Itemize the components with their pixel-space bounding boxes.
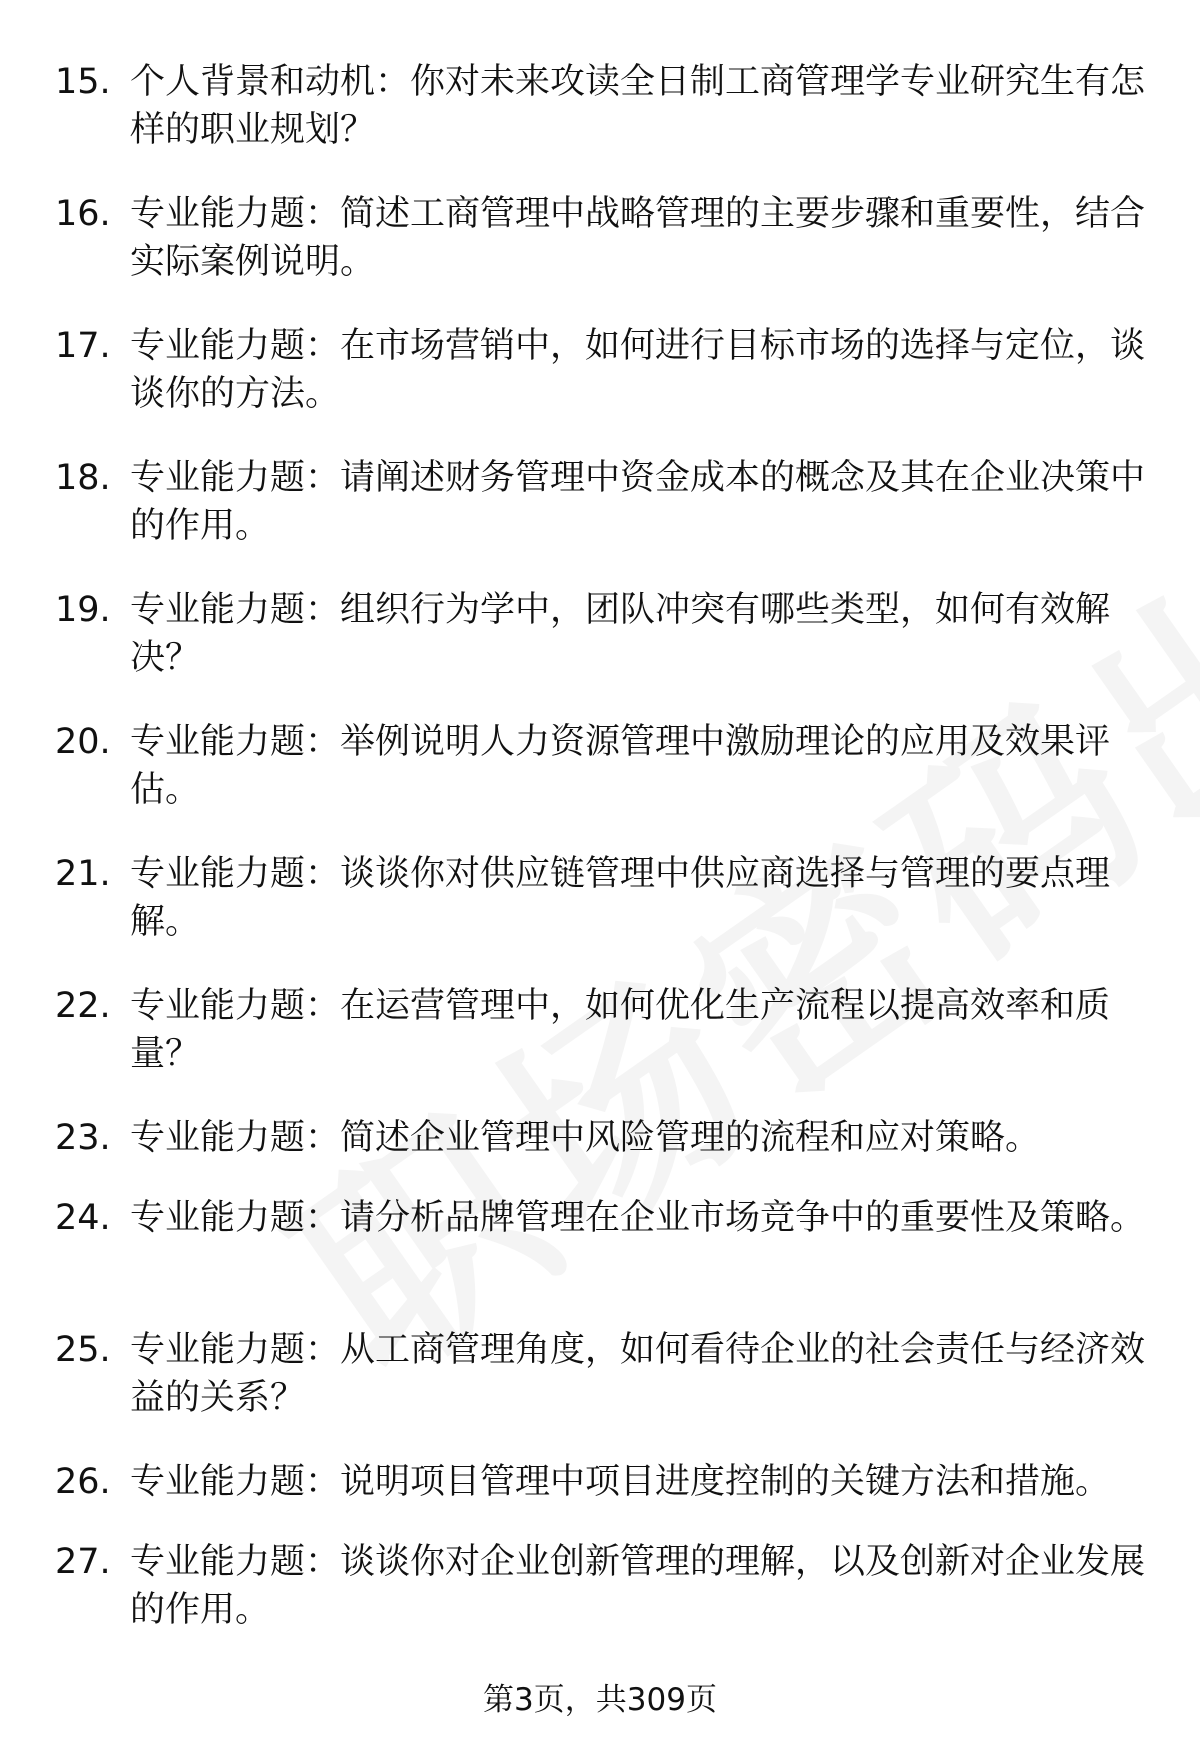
item-text: 个人背景和动机：你对未来攻读全日制工商管理学专业研究生有怎样的职业规划？: [130, 62, 1146, 150]
list-item: [0, 58, 1200, 190]
item-number: 22.: [55, 986, 111, 1026]
item-number: 23.: [55, 1118, 111, 1158]
item-text: 专业能力题：从工商管理角度，如何看待企业的社会责任与经济效益的关系？: [130, 1330, 1146, 1418]
page-footer: 第3页，共309页: [483, 1682, 717, 1718]
item-number: 20.: [55, 722, 111, 762]
item-text: 专业能力题：在运营管理中，如何优化生产流程以提高效率和质量？: [130, 986, 1111, 1074]
item-text: 专业能力题：在市场营销中，如何进行目标市场的选择与定位，谈谈你的方法。: [130, 326, 1146, 414]
item-number: 27.: [55, 1542, 111, 1582]
item-number: 17.: [55, 326, 111, 366]
list-item: [0, 1114, 1200, 1194]
list-item: [0, 190, 1200, 322]
item-number: 18.: [55, 458, 111, 498]
item-number: 26.: [55, 1462, 111, 1502]
question-list: [0, 58, 1200, 1670]
list-item: [0, 1538, 1200, 1670]
item-number: 24.: [55, 1198, 111, 1238]
list-item: [0, 1458, 1200, 1538]
list-item: [0, 586, 1200, 718]
list-item: [0, 454, 1200, 586]
list-item: [0, 850, 1200, 982]
list-item: [0, 718, 1200, 850]
item-number: 21.: [55, 854, 111, 894]
list-item: [0, 1326, 1200, 1458]
list-item: [0, 1194, 1200, 1326]
item-text: 专业能力题：谈谈你对供应链管理中供应商选择与管理的要点理解。: [130, 854, 1111, 942]
item-text: 专业能力题：简述企业管理中风险管理的流程和应对策略。: [130, 1118, 1041, 1158]
item-number: 25.: [55, 1330, 111, 1370]
item-text: 专业能力题：请分析品牌管理在企业市场竞争中的重要性及策略。: [130, 1198, 1146, 1238]
item-text: 专业能力题：谈谈你对企业创新管理的理解，以及创新对企业发展的作用。: [130, 1542, 1146, 1630]
list-item: [0, 982, 1200, 1114]
item-text: 专业能力题：说明项目管理中项目进度控制的关键方法和措施。: [130, 1462, 1111, 1502]
list-item: [0, 322, 1200, 454]
item-text: 专业能力题：举例说明人力资源管理中激励理论的应用及效果评估。: [130, 722, 1111, 810]
item-number: 19.: [55, 590, 111, 630]
item-text: 专业能力题：组织行为学中，团队冲突有哪些类型，如何有效解决？: [130, 590, 1111, 678]
item-text: 专业能力题：请阐述财务管理中资金成本的概念及其在企业决策中的作用。: [130, 458, 1146, 546]
item-number: 16.: [55, 194, 111, 234]
item-text: 专业能力题：简述工商管理中战略管理的主要步骤和重要性，结合实际案例说明。: [130, 194, 1146, 282]
item-number: 15.: [55, 62, 111, 102]
